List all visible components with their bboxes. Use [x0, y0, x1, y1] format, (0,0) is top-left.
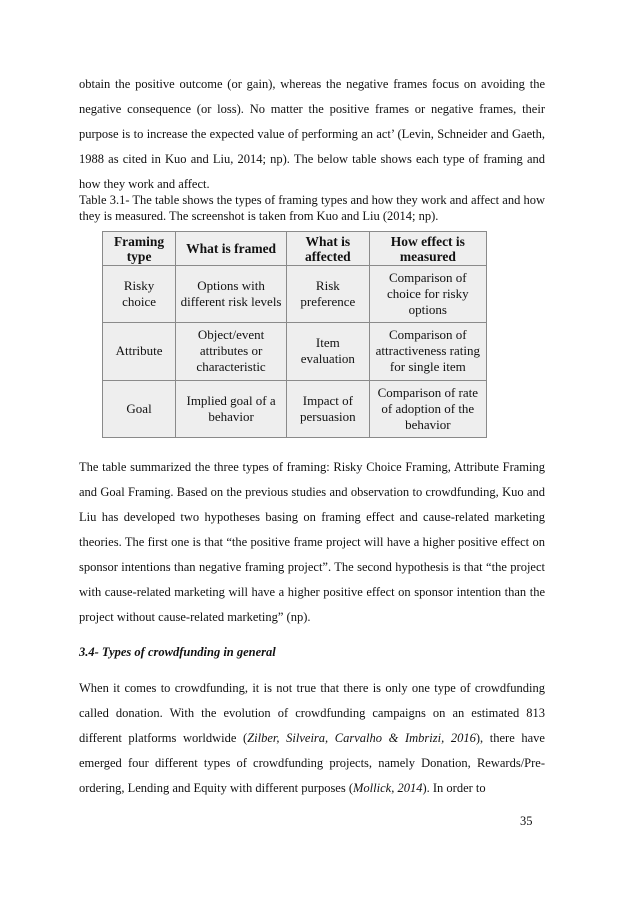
text-segment: When it comes to crowdfunding, it is not true that there is only one type of crowdfunding called donation. With the evolution of crowdfunding campaigns on an estimated 813 different platforms worldwide ( [79, 681, 545, 745]
table-row [103, 266, 487, 323]
section-heading: 3.4- Types of crowdfunding in general [79, 645, 276, 659]
table-row [103, 380, 487, 437]
table-cell: Risk preference [287, 266, 370, 323]
framing-table-image [102, 231, 487, 438]
text-segment: ). In order to [422, 781, 486, 795]
text-segment: ), there have emerged four different types of crowdfunding projects, namely Donation, Rewards/Pre-ordering, Lending and Equity with different purposes ( [79, 731, 545, 795]
header-what-is-affected: What is affected [287, 232, 370, 266]
table-cell: Options with different risk levels [176, 266, 287, 323]
table-row [103, 323, 487, 380]
table-cell: Goal [103, 380, 176, 437]
table-cell: Comparison of rate of adoption of the behavior [369, 380, 486, 437]
table-cell: Comparison of choice for risky options [369, 266, 486, 323]
table-caption: Table 3.1- The table shows the types of framing types and how they work and affect and how they is measured. The screenshot is taken from Kuo and Liu (2014; np). [79, 193, 545, 223]
header-framing-type: Framing type [103, 232, 176, 266]
table-cell: Impact of persuasion [287, 380, 370, 437]
citation: Zilber, Silveira, Carvalho & Imbrizi, 2016 [247, 731, 476, 745]
header-what-is-framed: What is framed [176, 232, 287, 266]
page-number: 35 [520, 814, 533, 828]
table-cell: Item evaluation [287, 323, 370, 380]
header-how-measured: How effect is measured [369, 232, 486, 266]
table-cell: Risky choice [103, 266, 176, 323]
table-cell: Object/event attributes or characteristic [176, 323, 287, 380]
table-cell: Comparison of attractiveness rating for single item [369, 323, 486, 380]
paragraph-summary: The table summarized the three types of framing: Risky Choice Framing, Attribute Framing and Goal Framing. Based on the previous studies and observation to crowdfunding, Kuo and Liu has developed two hypotheses basing on framing effect and cause-related marketing theories. The first one is that “the positive frame project will have a higher positive effect on sponsor intentions than negative framing project”. The second hypothesis is that “the project with cause-related marketing will have a higher positive effect on sponsor intention than the project without cause-related marketing” (np). [79, 460, 545, 624]
framing-table [102, 231, 487, 438]
paragraph-crowdfunding [79, 676, 545, 801]
paragraph-intro: obtain the positive outcome (or gain), whereas the negative frames focus on avoiding the negative consequence (or loss). No matter the positive frames or negative frames, their purpose is to increase the expected value of performing an act’ (Levin, Schneider and Gaeth, 1988 as cited in Kuo and Liu, 2014; np). The below table shows each type of framing and how they work and affect. [79, 77, 545, 191]
table-cell: Attribute [103, 323, 176, 380]
citation: Mollick, 2014 [353, 781, 423, 795]
table-cell: Implied goal of a behavior [176, 380, 287, 437]
table-header-row [103, 232, 487, 266]
